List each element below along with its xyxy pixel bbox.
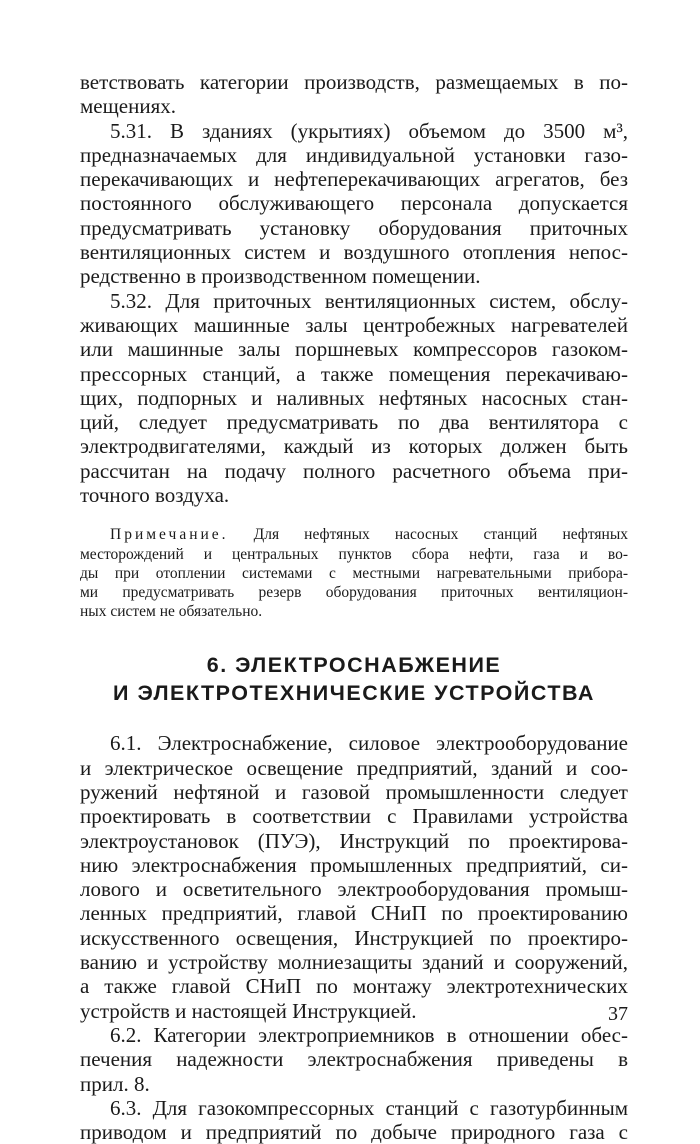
text-line: 6.2. Категории электроприемников в отношении обес- xyxy=(110,1022,628,1047)
text-line: лового и осветительного электрооборудования промыш- xyxy=(80,877,628,902)
note-block xyxy=(80,525,628,621)
text-line: постоянного обслуживающего персонала допускается xyxy=(80,191,628,216)
text-line: ленных предприятий, главой СНиП по проектированию xyxy=(80,901,628,926)
text-line: ружений нефтяной и газовой промышленности следует xyxy=(80,779,628,804)
text-line: и электрическое освещение предприятий, зданий и соо- xyxy=(80,755,628,780)
paragraph-6-1 xyxy=(80,731,628,1023)
page-body xyxy=(80,70,628,1144)
section-heading-line-1: 6. ЭЛЕКТРОСНАБЖЕНИЕ xyxy=(206,653,502,678)
note-label: Примечание. xyxy=(110,526,229,544)
text-line: 6.3. Для газокомпрессорных станций с газотурбинным xyxy=(110,1095,628,1120)
text-line: прил. 8. xyxy=(80,1071,150,1096)
text-line: точного воздуха. xyxy=(80,483,230,508)
note-text: Для нефтяных насосных станций нефтяных xyxy=(253,526,629,544)
paragraph-continuation xyxy=(80,70,628,119)
text-line: ванию и устройству молниезащиты зданий и сооружений, xyxy=(80,950,628,975)
note-line: ми предусматривать резерв оборудования приточных вентиляцион- xyxy=(80,583,628,601)
text-line: 5.31. В зданиях (укрытиях) объемом до 3500 м³, xyxy=(110,118,628,143)
note-line: месторождений и центральных пунктов сбора нефти, газа и во- xyxy=(80,545,628,563)
text-line: ций, следует предусматривать по два вентилятора с xyxy=(80,410,628,435)
text-line: предназначаемых для индивидуальной установки газо- xyxy=(80,142,628,167)
text-line: перекачивающих и нефтеперекачивающих агрегатов, без xyxy=(80,167,628,192)
text-line: печения надежности электроснабжения приведены в xyxy=(80,1047,628,1072)
text-line: а также главой СНиП по монтажу электротехнических xyxy=(80,974,628,999)
text-line: искусственного освещения, Инструкцией по проектиро- xyxy=(80,925,628,950)
text-line: вентиляционных систем и воздушного отопления непос- xyxy=(80,240,628,265)
text-line: электродвигателями, каждый из которых должен быть xyxy=(80,434,628,459)
text-line: ветствовать категории производств, размещаемых в по- xyxy=(80,70,628,94)
text-line: рассчитан на подачу полного расчетного объема при- xyxy=(80,458,628,483)
text-line: приводом и предприятий по добыче природного газа с xyxy=(80,1120,628,1144)
text-line: прессорных станций, а также помещения перекачиваю- xyxy=(80,361,628,386)
note-first-line xyxy=(80,525,628,544)
note-line: ных систем не обязательно. xyxy=(80,603,263,621)
text-line: электроустановок (ПУЭ), Инструкций по проектирова- xyxy=(80,828,628,853)
text-line: редственно в производственном помещении. xyxy=(80,264,481,289)
section-heading xyxy=(80,651,628,707)
text-line: или машинные залы поршневых компрессоров газоком- xyxy=(80,337,628,362)
paragraph-6-2 xyxy=(80,1023,628,1096)
text-line: нию электроснабжения промышленных предприятий, си- xyxy=(80,852,628,877)
text-line: мещениях. xyxy=(80,94,176,119)
text-line: 5.32. Для приточных вентиляционных систем, обслу- xyxy=(110,288,628,313)
paragraph-5-31 xyxy=(80,119,628,289)
note-line: ды при отоплении системами с местными нагревательными прибора- xyxy=(80,564,628,582)
text-line: 6.1. Электроснабжение, силовое электрооборудование xyxy=(110,731,628,756)
text-line: щих, подпорных и наливных нефтяных насосных стан- xyxy=(80,385,628,410)
paragraph-6-3 xyxy=(80,1096,628,1144)
text-line: устройств и настоящей Инструкцией. xyxy=(80,998,417,1023)
page-number: 37 xyxy=(608,1003,628,1025)
section-heading-line-2: И ЭЛЕКТРОТЕХНИЧЕСКИЕ УСТРОЙСТВА xyxy=(113,681,595,706)
paragraph-5-32 xyxy=(80,289,628,508)
text-line: проектировать в соответствии с Правилами устройства xyxy=(80,804,628,829)
text-line: предусматривать установку оборудования приточных xyxy=(80,215,628,240)
text-line: живающих машинные залы центробежных нагревателей xyxy=(80,312,628,337)
